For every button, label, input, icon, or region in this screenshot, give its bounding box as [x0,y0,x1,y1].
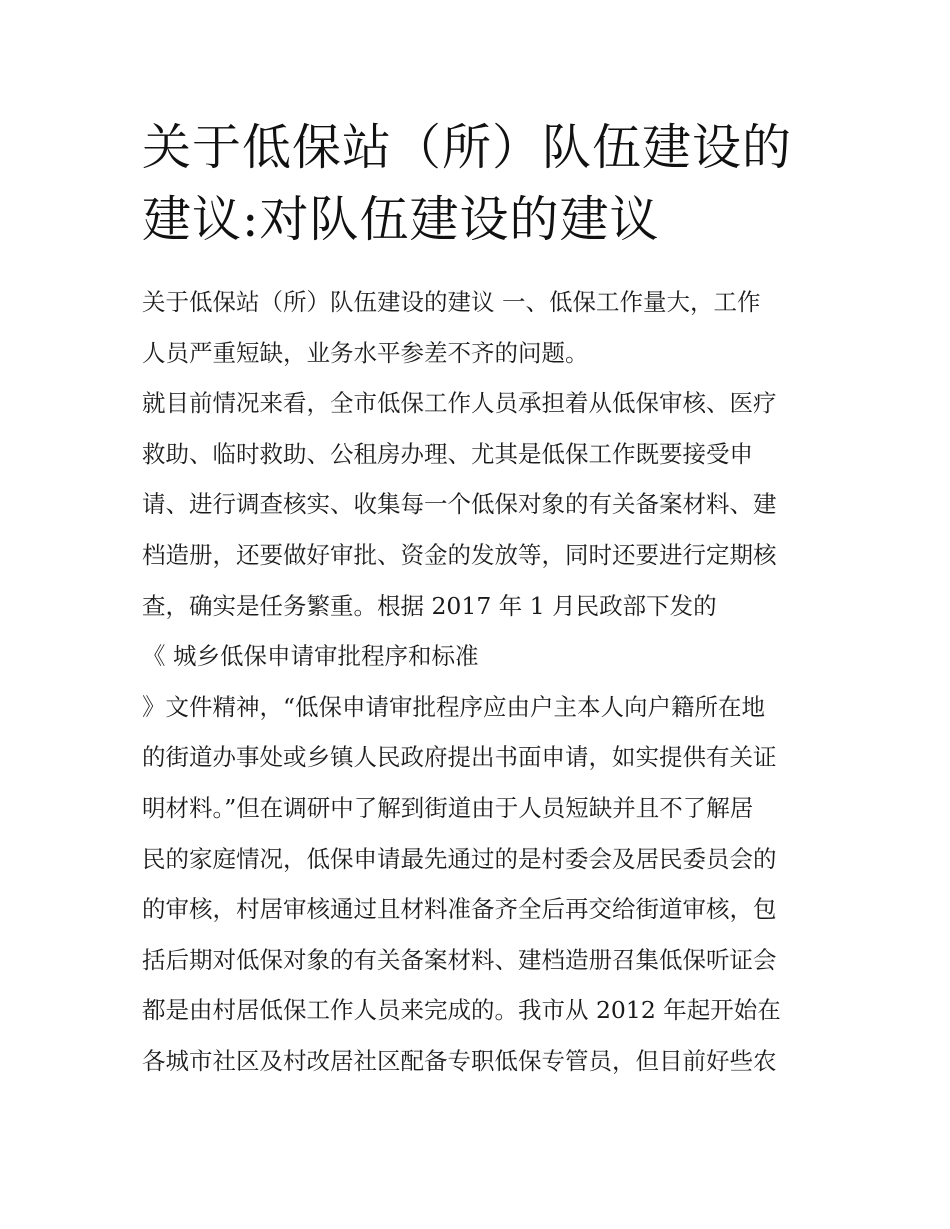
body-line: 人员严重短缺，业务水平参差不齐的问题。 [142,338,589,367]
body-line: 请、进行调查核实、收集每一个低保对象的有关备案材料、建 [142,490,777,519]
body-line: 救助、临时救助、公租房办理、尤其是低保工作既要接受申 [142,439,753,468]
body-line: 括后期对低保对象的有关备案材料、建档造册召集低保听证会 [142,945,777,974]
body-line: 的审核，村居审核通过且材料准备齐全后再交给街道审核，包 [142,895,777,924]
body-line: 民的家庭情况，低保申请最先通过的是村委会及居民委员会的 [142,844,777,873]
document-body [142,277,842,1087]
title-line: 关于低保站（所）队伍建设的 [142,119,793,176]
body-line: 明材料。”但在调研中了解到街道由于人员短缺并且不了解居 [142,793,754,822]
body-line: 的街道办事处或乡镇人民政府提出书面申请，如实提供有关证 [142,743,777,772]
body-line: 都是由村居低保工作人员来完成的。我市从 2012 年起开始在 [142,996,781,1025]
body-line: 《 城乡低保申请审批程序和标准 [142,642,479,671]
body-line: 查，确实是任务繁重。根据 2017 年 1 月民政部下发的 [142,591,717,620]
document-title [142,112,842,256]
body-line: 》文件精神，“低保申请审批程序应由户主本人向户籍所在地 [142,692,766,721]
body-line: 档造册，还要做好审批、资金的发放等，同时还要进行定期核 [142,540,777,569]
body-line: 就目前情况来看，全市低保工作人员承担着从低保审核、医疗 [142,389,777,418]
body-line: 各城市社区及村改居社区配备专职低保专管员，但目前好些农 [142,1046,777,1075]
body-line: 关于低保站（所）队伍建设的建议 一、低保工作量大，工作 [142,288,761,316]
title-line: 建议:对队伍建设的建议 [142,191,660,248]
